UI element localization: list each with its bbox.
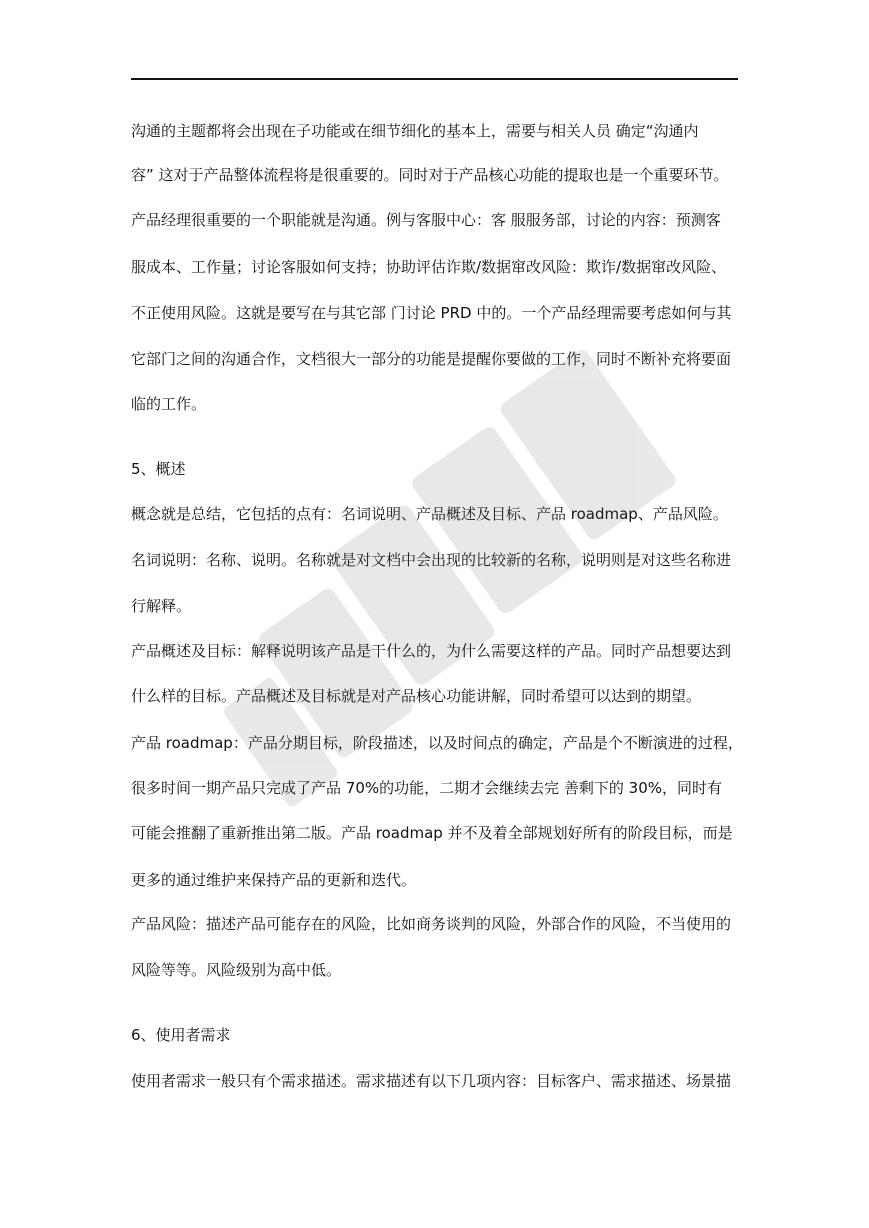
body-line: 容” 这对于产品整体流程将是很重要的。同时对于产品核心功能的提取也是一个重要环节。 bbox=[131, 166, 729, 184]
body-line: 沟通的主题都将会出现在子功能或在细节细化的基本上，需要与相关人员 确定“沟通内 bbox=[131, 122, 699, 140]
watermark-logo bbox=[150, 320, 770, 840]
body-line: 很多时间一期产品只完成了产品 70%的功能，二期才会继续去完 善剩下的 30%，同时有 bbox=[131, 779, 722, 797]
section-heading: 6、使用者需求 bbox=[131, 1026, 231, 1044]
body-line: 产品风险：描述产品可能存在的风险，比如商务谈判的风险，外部合作的风险，不当使用的 bbox=[131, 915, 732, 933]
body-line: 产品概述及目标：解释说明该产品是干什么的，为什么需要这样的产品。同时产品想要达到 bbox=[131, 642, 732, 660]
body-line: 服成本、工作量；讨论客服如何支持；协助评估诈欺/数据窜改风险：欺诈/数据窜改风险、 bbox=[131, 258, 727, 276]
body-line: 名词说明：名称、说明。名称就是对文档中会出现的比较新的名称，说明则是对这些名称进 bbox=[131, 551, 732, 569]
body-line: 临的工作。 bbox=[131, 395, 207, 413]
body-line: 使用者需求一般只有个需求描述。需求描述有以下几项内容：目标客户、需求描述、场景描 bbox=[131, 1072, 732, 1090]
body-line: 产品经理很重要的一个职能就是沟通。例与客服中心：客 服服务部，讨论的内容：预测客 bbox=[131, 211, 721, 229]
body-line: 什么样的目标。产品概述及目标就是对产品核心功能讲解，同时希望可以达到的期望。 bbox=[131, 687, 702, 705]
body-line: 产品 roadmap：产品分期目标，阶段描述，以及时间点的确定，产品是个不断演进的过程， bbox=[131, 734, 743, 752]
body-line: 概念就是总结，它包括的点有：名词说明、产品概述及目标、产品 roadmap、产品风险。 bbox=[131, 505, 728, 523]
body-line: 风险等等。风险级别为高中低。 bbox=[131, 961, 342, 979]
body-line: 不正使用风险。这就是要写在与其它部 门讨论 PRD 中的。一个产品经理需要考虑如何与其 bbox=[131, 304, 732, 322]
section-heading: 5、概述 bbox=[131, 460, 186, 478]
body-line: 它部门之间的沟通合作，文档很大一部分的功能是提醒你要做的工作，同时不断补充将要面 bbox=[131, 350, 732, 368]
body-line: 可能会推翻了重新推出第二版。产品 roadmap 并不及着全部规划好所有的阶段目标，而是 bbox=[131, 824, 733, 842]
body-line: 行解释。 bbox=[131, 597, 192, 615]
header-rule bbox=[131, 78, 738, 80]
body-line: 更多的通过维护来保持产品的更新和迭代。 bbox=[131, 871, 417, 889]
